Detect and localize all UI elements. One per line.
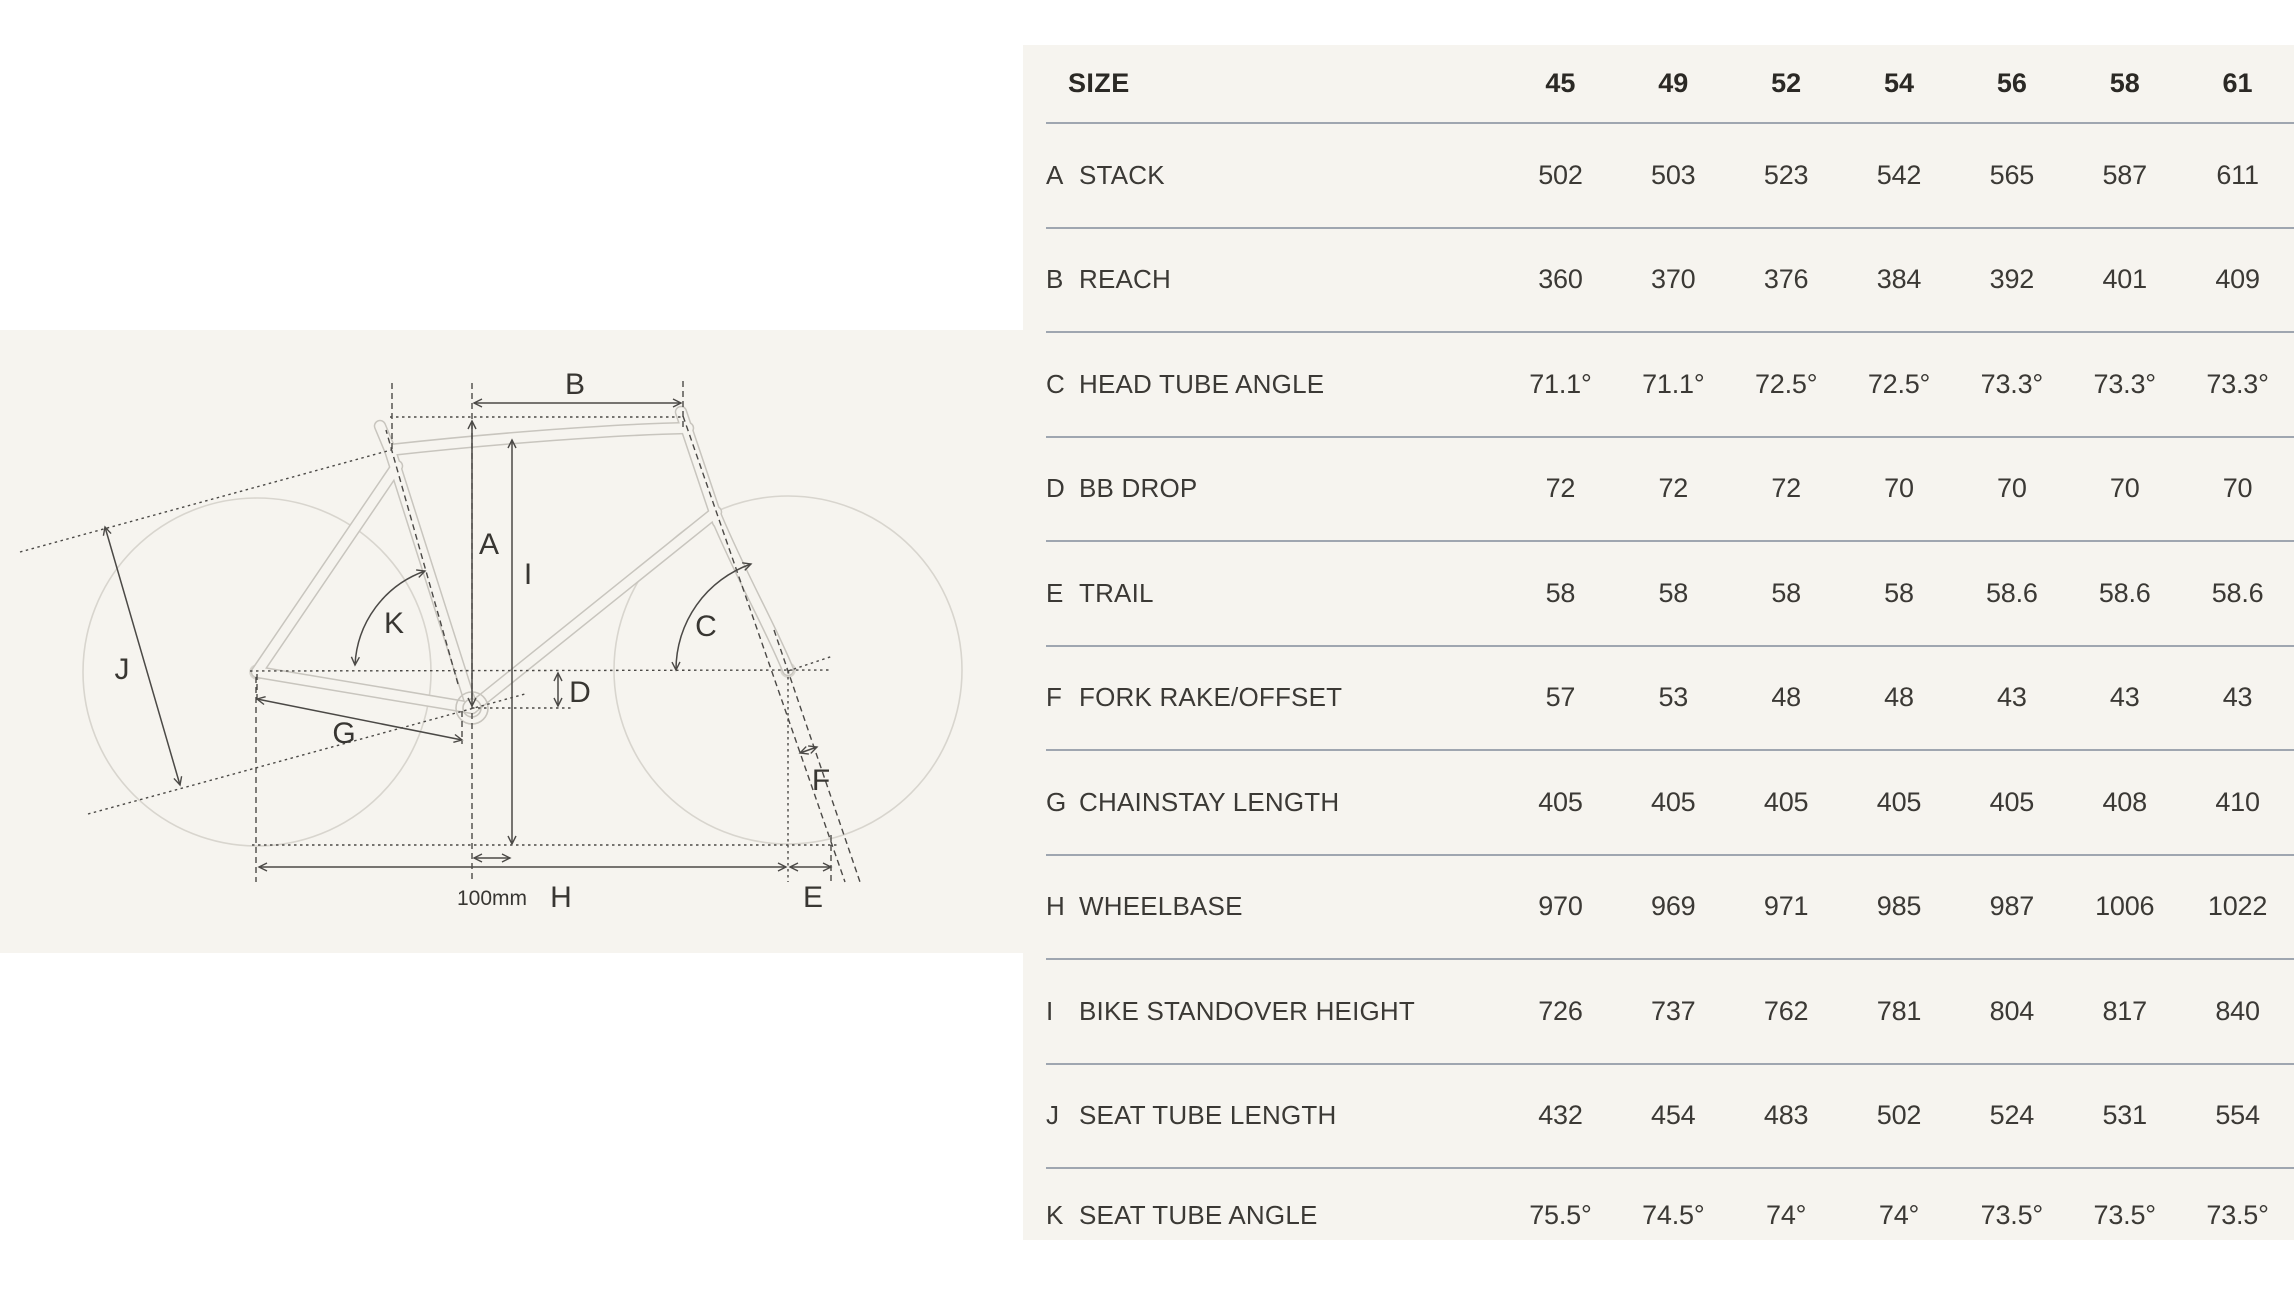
table-row-stack <box>1046 124 2294 229</box>
steering-axis-line <box>683 416 845 882</box>
cell-value: 48 <box>1884 682 1914 713</box>
cell-value: 70 <box>1997 473 2027 504</box>
cell-value: 817 <box>2102 995 2147 1026</box>
dim-fork-rake-F <box>800 747 817 753</box>
diagram-label-h: H <box>550 881 572 914</box>
table-row-bb-drop <box>1046 438 2294 543</box>
table-row-chainstay <box>1046 751 2294 856</box>
cell-value: 408 <box>2102 786 2147 817</box>
size-header-45: 45 <box>1545 68 1576 98</box>
bb-perpendicular-line <box>88 694 525 814</box>
diagram-label-c: C <box>695 610 717 643</box>
cell-value: 401 <box>2102 264 2147 295</box>
row-label: WHEELBASE <box>1079 891 1243 922</box>
cell-value: 376 <box>1763 264 1809 295</box>
dimension-lines <box>105 403 831 867</box>
table-row-standover <box>1046 960 2294 1065</box>
cell-value: 360 <box>1538 264 1583 295</box>
cell-value: 565 <box>1989 159 2035 190</box>
row-letter: A <box>1046 159 1064 190</box>
row-label: HEAD TUBE ANGLE <box>1079 368 1325 399</box>
cell-value: 74° <box>1766 1200 1807 1230</box>
cell-value: 405 <box>1538 786 1583 817</box>
cell-value: 72 <box>1545 473 1576 504</box>
cell-value: 524 <box>1989 1100 2035 1131</box>
cell-value: 781 <box>1876 995 1922 1026</box>
table-row-seat-tube-angle <box>1046 1169 2294 1262</box>
diagram-label-d: D <box>569 676 591 709</box>
cell-value: 503 <box>1651 159 1696 190</box>
row-letter: F <box>1046 682 1063 713</box>
size-header-52: 52 <box>1771 68 1802 98</box>
cell-value: 502 <box>1876 1100 1922 1131</box>
cell-value: 405 <box>1989 786 2035 817</box>
cell-value: 1022 <box>2207 891 2268 922</box>
cell-value: 71.1° <box>1529 368 1592 399</box>
cell-value: 970 <box>1538 891 1583 922</box>
cell-value: 392 <box>1989 264 2035 295</box>
table-row-head-tube-angle <box>1046 333 2294 438</box>
cell-value: 72.5° <box>1867 368 1931 399</box>
bike-geometry-diagram <box>0 330 1023 953</box>
cell-value: 409 <box>2215 264 2260 295</box>
table-row-trail <box>1046 542 2294 647</box>
row-label: REACH <box>1079 264 1172 295</box>
row-letter: I <box>1046 995 1054 1026</box>
cell-value: 987 <box>1989 891 2035 922</box>
cell-value: 384 <box>1876 264 1922 295</box>
row-letter: D <box>1046 473 1065 504</box>
cell-value: 75.5° <box>1529 1200 1592 1230</box>
diagram-label-b: B <box>564 368 586 401</box>
row-letter: E <box>1046 577 1064 608</box>
cell-value: 73.5° <box>1980 1200 2044 1230</box>
cell-value: 70 <box>1884 473 1914 504</box>
cell-value: 58 <box>1658 577 1689 608</box>
axle-perpendicular-tick <box>788 656 833 671</box>
row-label: STACK <box>1079 159 1165 190</box>
row-letter: G <box>1046 786 1067 817</box>
cell-value: 432 <box>1538 1100 1583 1131</box>
table-row-wheelbase <box>1046 856 2294 961</box>
cell-value: 74° <box>1878 1200 1920 1230</box>
row-letter: H <box>1046 891 1065 922</box>
row-label: BB DROP <box>1079 473 1198 504</box>
cell-value: 53 <box>1658 682 1689 713</box>
cell-value: 523 <box>1763 159 1809 190</box>
cell-value: 58 <box>1771 577 1801 608</box>
cell-value: 1006 <box>2095 891 2155 922</box>
cell-value: 502 <box>1538 159 1583 190</box>
cell-value: 72 <box>1771 473 1801 504</box>
frame-outline-inner <box>257 412 788 708</box>
table-row-fork-rake <box>1046 647 2294 752</box>
cell-value: 737 <box>1651 995 1696 1026</box>
cell-value: 48 <box>1771 682 1801 713</box>
table-row-seat-tube-length <box>1046 1065 2294 1170</box>
size-header-61: 61 <box>2222 68 2253 98</box>
diagram-label-i: I <box>523 558 533 591</box>
cell-value: 72.5° <box>1754 368 1818 399</box>
diagram-label-k: K <box>383 607 405 640</box>
cell-value: 410 <box>2215 786 2260 817</box>
cell-value: 405 <box>1876 786 1922 817</box>
cell-value: 58.6 <box>2211 577 2264 608</box>
row-label: FORK RAKE/OFFSET <box>1079 682 1343 713</box>
cell-value: 57 <box>1545 682 1576 713</box>
cell-value: 762 <box>1763 995 1809 1026</box>
row-label: SEAT TUBE ANGLE <box>1079 1200 1318 1230</box>
cell-value: 611 <box>2216 159 2259 190</box>
cell-value: 370 <box>1651 264 1696 295</box>
size-column-header: SIZE <box>1068 68 1130 98</box>
size-header-54: 54 <box>1883 68 1915 98</box>
table-header-row <box>1046 45 2294 124</box>
cell-value: 73.5° <box>2206 1200 2269 1230</box>
row-label: TRAIL <box>1079 577 1154 608</box>
row-label: BIKE STANDOVER HEIGHT <box>1079 995 1415 1026</box>
diagram-label-g: G <box>332 717 356 750</box>
geometry-table <box>1023 45 2294 1240</box>
diagram-label-e: E <box>802 881 824 914</box>
cell-value: 554 <box>2215 1100 2260 1131</box>
diagram-label-a: A <box>478 528 500 561</box>
cell-value: 43 <box>1997 682 2027 713</box>
cell-value: 43 <box>2109 682 2140 713</box>
cell-value: 587 <box>2102 159 2147 190</box>
cell-value: 804 <box>1989 995 2035 1026</box>
cell-value: 483 <box>1763 1100 1809 1131</box>
cell-value: 531 <box>2102 1100 2147 1131</box>
cell-value: 58 <box>1884 577 1914 608</box>
cell-value: 840 <box>2215 995 2260 1026</box>
seat-top-perpendicular-line <box>20 450 391 552</box>
size-header-58: 58 <box>2109 68 2140 98</box>
cell-value: 74.5° <box>1642 1200 1705 1230</box>
cell-value: 73.5° <box>2093 1200 2156 1230</box>
cell-value: 58.6 <box>2098 577 2151 608</box>
row-letter: C <box>1046 368 1065 399</box>
cell-value: 405 <box>1651 786 1696 817</box>
cell-value: 58.6 <box>1985 577 2038 608</box>
row-label: CHAINSTAY LENGTH <box>1079 786 1340 817</box>
cell-value: 72 <box>1658 473 1689 504</box>
cell-value: 70 <box>2222 473 2253 504</box>
cell-value: 73.3° <box>2206 368 2269 399</box>
cell-value: 73.3° <box>1980 368 2044 399</box>
cell-value: 454 <box>1651 1100 1696 1131</box>
geometry-diagram-panel <box>0 330 1023 953</box>
diagram-label-f: F <box>811 764 831 797</box>
cell-value: 70 <box>2109 473 2140 504</box>
cell-value: 58 <box>1545 577 1576 608</box>
axle-height-line <box>250 670 832 671</box>
cell-value: 405 <box>1763 786 1809 817</box>
cell-value: 73.3° <box>2093 368 2156 399</box>
diagram-label-j: J <box>114 653 130 686</box>
size-header-56: 56 <box>1996 68 2027 98</box>
cell-value: 985 <box>1876 891 1922 922</box>
diagram-label-100mm: 100mm <box>456 887 528 910</box>
row-letter: J <box>1046 1100 1060 1131</box>
cell-value: 43 <box>2222 682 2253 713</box>
cell-value: 726 <box>1538 995 1583 1026</box>
size-header-49: 49 <box>1658 68 1689 98</box>
cell-value: 542 <box>1876 159 1922 190</box>
table-row-reach <box>1046 229 2294 334</box>
row-letter: B <box>1046 264 1064 295</box>
cell-value: 71.1° <box>1642 368 1705 399</box>
row-label: SEAT TUBE LENGTH <box>1079 1100 1337 1131</box>
cell-value: 971 <box>1763 891 1809 922</box>
cell-value: 969 <box>1651 891 1696 922</box>
row-letter: K <box>1046 1200 1064 1230</box>
